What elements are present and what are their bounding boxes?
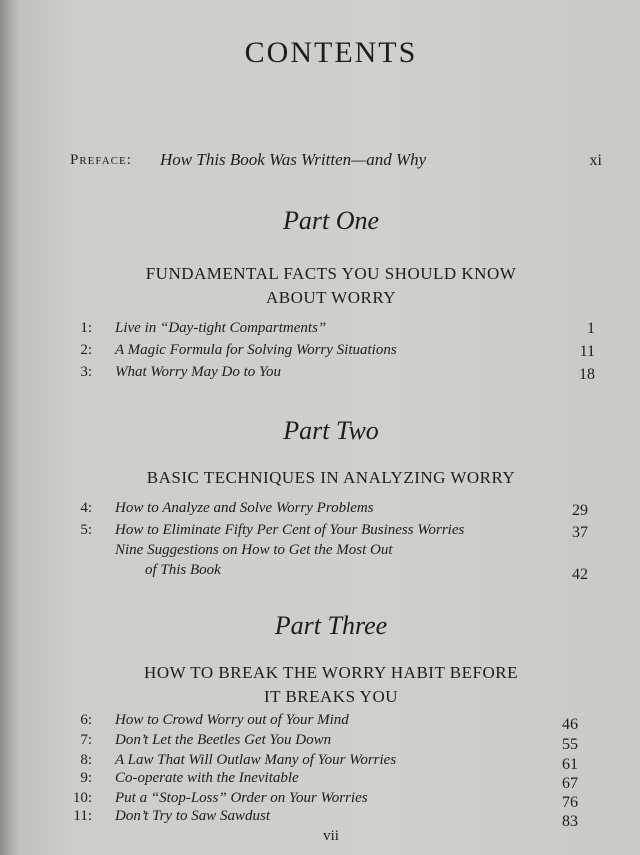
chapter-title: How to Eliminate Fifty Per Cent of Your Business Worries [115,522,465,538]
chapter-title: Don’t Try to Saw Sawdust [115,808,271,824]
page-title: CONTENTS [244,36,418,69]
chapter-number: 9: [80,770,92,786]
chapter-title: How to Crowd Worry out of Your Mind [115,712,349,728]
chapter-number: 6: [80,712,92,728]
chapter-page-number: 18 [579,366,595,383]
chapter-number: 1: [80,320,92,336]
supplement-title-line-2: of This Book [145,562,221,578]
chapter-number: 4: [80,500,92,516]
chapter-page-number: 83 [562,813,578,830]
part-three-heading [22,661,640,709]
part-three-heading-line-2: IT BREAKS YOU [263,687,398,706]
chapter-page-number: 1 [587,320,595,337]
chapter-number: 5: [80,522,92,538]
part-two-heading [22,466,640,490]
chapter-title: A Magic Formula for Solving Worry Situations [115,342,397,358]
chapter-title: Don’t Let the Beetles Get You Down [115,732,332,748]
chapter-page-number: 76 [562,794,578,811]
part-two-heading-line-1: BASIC TECHNIQUES IN ANALYZING WORRY [146,468,516,487]
page-folio: vii [323,828,339,844]
chapter-page-number: 61 [562,756,578,773]
preface-label: Preface: [70,152,132,168]
chapter-page-number: 29 [572,502,588,519]
part-three-title: Part Three [274,611,388,640]
part-three-heading-line-1: HOW TO BREAK THE WORRY HABIT BEFORE [144,663,518,682]
chapter-page-number: 55 [562,736,578,753]
supplement-title-line-1: Nine Suggestions on How to Get the Most Out [115,542,393,558]
chapter-title: Live in “Day-tight Compartments” [115,320,327,336]
chapter-page-number: 46 [562,716,578,733]
part-one-title: Part One [282,206,380,235]
chapter-title: A Law That Will Outlaw Many of Your Worries [115,752,397,768]
part-one-heading [22,262,640,310]
chapter-page-number: 11 [579,343,595,360]
preface-page-number: xi [589,152,602,169]
chapter-title: How to Analyze and Solve Worry Problems [115,500,374,516]
part-one-heading-line-1: FUNDAMENTAL FACTS YOU SHOULD KNOW [145,264,517,283]
preface-title: How This Book Was Written—and Why [160,150,427,169]
chapter-number: 2: [80,342,92,358]
chapter-number: 11: [73,808,92,824]
chapter-number: 8: [80,752,92,768]
book-page [22,0,640,855]
chapter-title: What Worry May Do to You [115,364,281,380]
chapter-page-number: 67 [562,775,578,792]
chapter-title: Co-operate with the Inevitable [115,770,299,786]
chapter-number: 10: [72,790,92,806]
book-spine-shadow [0,0,22,855]
part-one-heading-line-2: ABOUT WORRY [265,288,397,307]
part-two-title: Part Two [283,416,379,445]
chapter-title: Put a “Stop-Loss” Order on Your Worries [115,790,368,806]
chapter-page-number: 37 [572,524,588,541]
chapter-number: 7: [80,732,92,748]
chapter-number: 3: [80,364,92,380]
supplement-page-number: 42 [572,566,588,583]
